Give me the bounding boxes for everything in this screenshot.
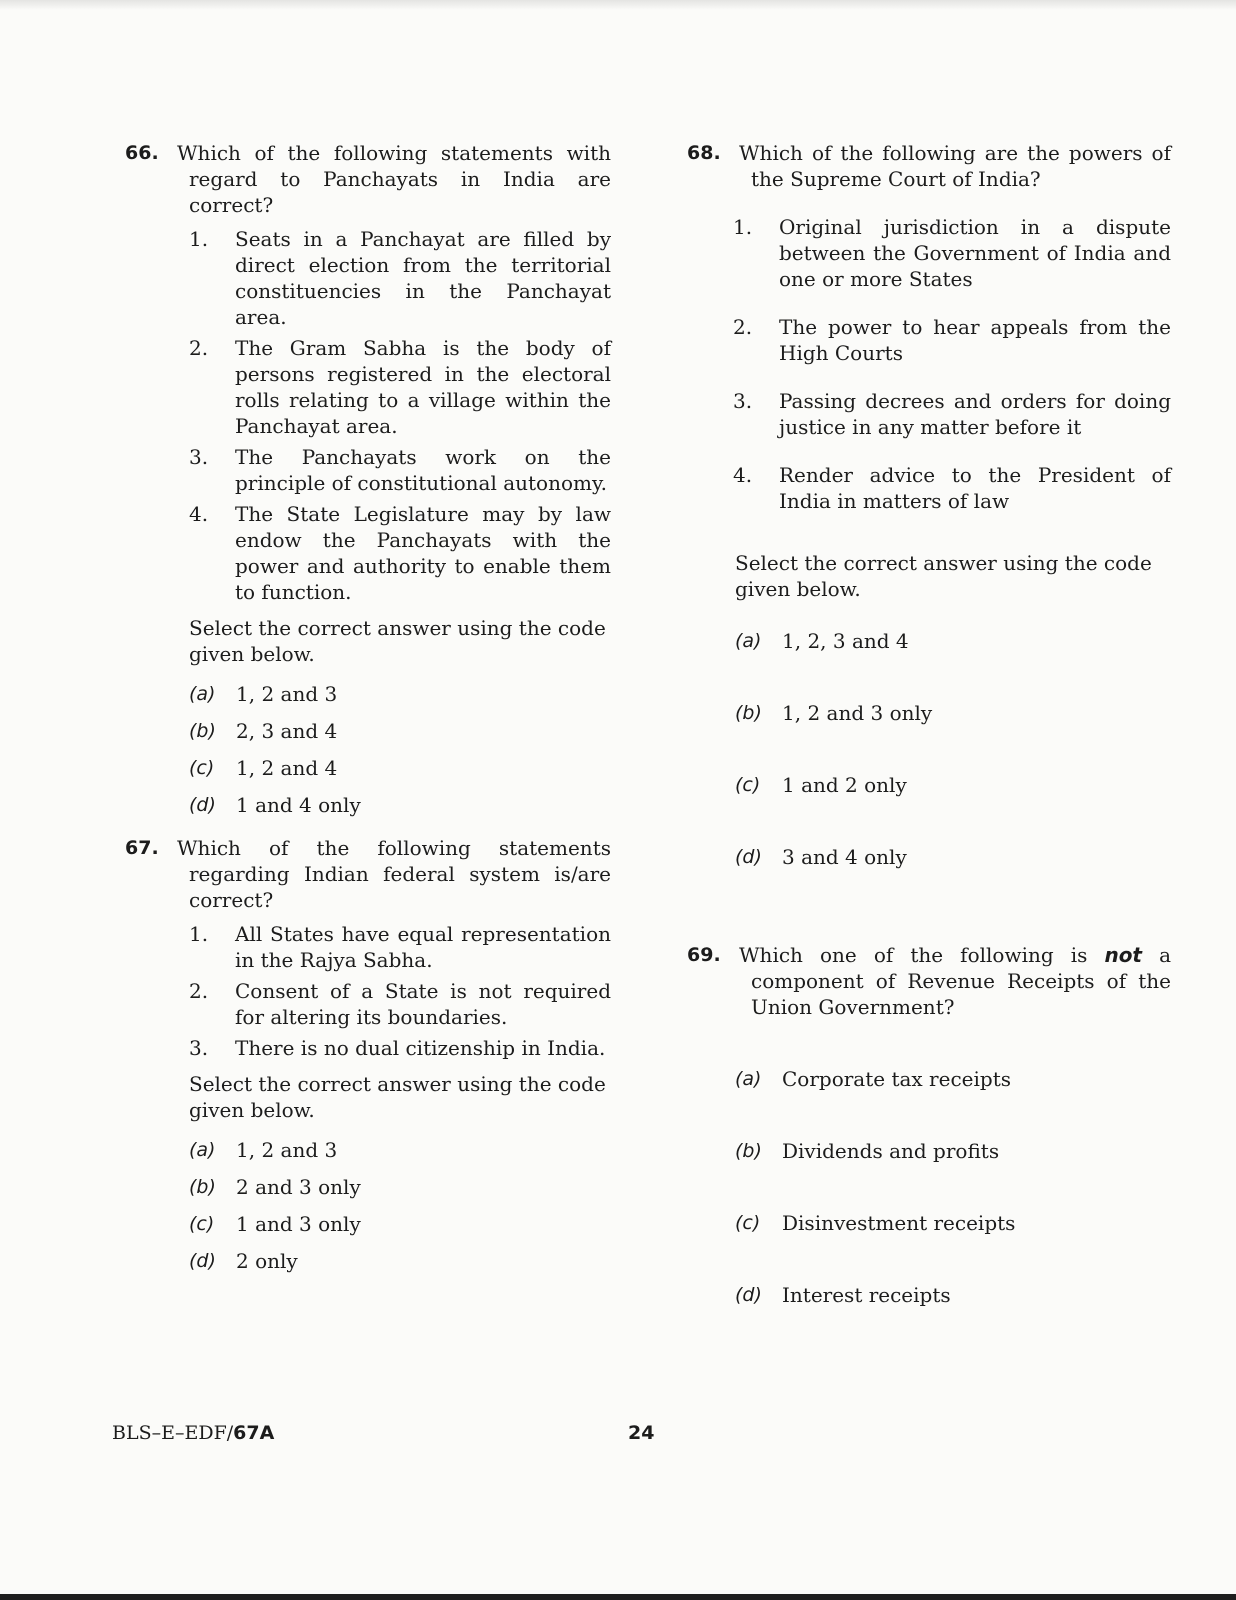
statement-number: 2. bbox=[733, 315, 753, 339]
question-67 bbox=[125, 835, 611, 1285]
statement bbox=[189, 978, 611, 1030]
statement bbox=[733, 388, 1171, 440]
option-c[interactable] bbox=[189, 1211, 611, 1248]
question-text-start: Which one of the following is bbox=[739, 943, 1105, 967]
option-b[interactable] bbox=[189, 718, 611, 755]
statement-number: 1. bbox=[189, 922, 209, 946]
statement-list bbox=[189, 226, 611, 605]
option-label: (a) bbox=[189, 683, 216, 705]
question-number: 69. bbox=[687, 944, 721, 966]
option-text: 1 and 2 only bbox=[782, 773, 907, 797]
statement-number: 3. bbox=[189, 445, 209, 469]
option-label: (d) bbox=[735, 846, 762, 868]
question-text-end: a component of Revenue Receipts of the Union Government? bbox=[751, 943, 1171, 1019]
option-label: (c) bbox=[189, 1213, 215, 1235]
left-column bbox=[125, 140, 611, 1285]
option-text: 2 only bbox=[236, 1249, 298, 1273]
option-text: 2 and 3 only bbox=[236, 1175, 361, 1199]
option-label: (d) bbox=[189, 794, 216, 816]
question-67-stem bbox=[125, 835, 611, 913]
question-68-stem bbox=[687, 140, 1171, 192]
answer-instruction: Select the correct answer using the code given below. bbox=[189, 1072, 606, 1122]
option-label: (b) bbox=[735, 1140, 762, 1162]
booklet-code-series: 67A bbox=[233, 1422, 275, 1444]
statement bbox=[189, 226, 611, 330]
booklet-code bbox=[112, 1422, 274, 1444]
question-69 bbox=[687, 942, 1171, 1354]
statement bbox=[189, 921, 611, 973]
statement-list bbox=[733, 214, 1171, 514]
option-list bbox=[189, 1137, 611, 1285]
statement-text: Render advice to the President of India in matters of law bbox=[779, 463, 1171, 513]
option-label: (c) bbox=[189, 757, 215, 779]
option-label: (c) bbox=[735, 1212, 761, 1234]
statement-text: The Panchayats work on the principle of constitutional autonomy. bbox=[235, 445, 611, 495]
option-c[interactable] bbox=[735, 1210, 1171, 1282]
statement-text: Original jurisdiction in a dispute between the Government of India and one or more States bbox=[779, 215, 1171, 291]
scan-top-edge bbox=[0, 0, 1236, 10]
option-text: Corporate tax receipts bbox=[782, 1067, 1011, 1091]
booklet-code-prefix: BLS–E–EDF/ bbox=[112, 1422, 234, 1444]
question-66 bbox=[125, 140, 611, 829]
statement-number: 1. bbox=[733, 215, 753, 239]
option-list bbox=[735, 628, 1171, 916]
question-number: 67. bbox=[125, 837, 159, 859]
option-text: Interest receipts bbox=[782, 1283, 951, 1307]
statement-number: 2. bbox=[189, 979, 209, 1003]
option-text: 1, 2 and 4 bbox=[236, 756, 338, 780]
statement-text: The State Legislature may by law endow the Panchayats with the power and authority to enable them to function. bbox=[235, 502, 611, 604]
answer-instruction: Select the correct answer using the code given below. bbox=[735, 551, 1152, 601]
option-list bbox=[189, 681, 611, 829]
statement bbox=[733, 314, 1171, 366]
option-text: 1 and 4 only bbox=[236, 793, 361, 817]
option-text: 1 and 3 only bbox=[236, 1212, 361, 1236]
answer-instruction: Select the correct answer using the code given below. bbox=[189, 616, 606, 666]
option-label: (a) bbox=[735, 1068, 762, 1090]
statement-number: 4. bbox=[189, 502, 209, 526]
statement-number: 4. bbox=[733, 463, 753, 487]
statement-text: Consent of a State is not required for altering its boundaries. bbox=[235, 979, 611, 1029]
statement-number: 3. bbox=[733, 389, 753, 413]
option-d[interactable] bbox=[189, 1248, 611, 1285]
option-label: (d) bbox=[735, 1284, 762, 1306]
option-text: Dividends and profits bbox=[782, 1139, 1000, 1163]
option-a[interactable] bbox=[735, 628, 1171, 700]
statement bbox=[189, 501, 611, 605]
option-c[interactable] bbox=[189, 755, 611, 792]
question-number: 66. bbox=[125, 142, 159, 164]
statement-text: The Gram Sabha is the body of persons registered in the electoral rolls relating to a village within the Panchayat area. bbox=[235, 336, 611, 438]
option-text: 1, 2 and 3 only bbox=[782, 701, 933, 725]
option-text: Disinvestment receipts bbox=[782, 1211, 1016, 1235]
option-b[interactable] bbox=[735, 700, 1171, 772]
statement-number: 2. bbox=[189, 336, 209, 360]
option-b[interactable] bbox=[735, 1138, 1171, 1210]
statement bbox=[733, 214, 1171, 292]
question-number: 68. bbox=[687, 142, 721, 164]
statement-number: 3. bbox=[189, 1036, 209, 1060]
statement-text: Passing decrees and orders for doing justice in any matter before it bbox=[779, 389, 1171, 439]
option-a[interactable] bbox=[189, 1137, 611, 1174]
option-list bbox=[735, 1066, 1171, 1354]
option-label: (b) bbox=[189, 720, 216, 742]
question-text-emphasis: not bbox=[1104, 943, 1142, 967]
question-text: Which of the following are the powers of the Supreme Court of India? bbox=[739, 141, 1171, 191]
option-c[interactable] bbox=[735, 772, 1171, 844]
question-text bbox=[739, 942, 1171, 1020]
statement-text: All States have equal representation in the Rajya Sabha. bbox=[235, 922, 611, 972]
statement bbox=[189, 1035, 611, 1061]
statement-text: Seats in a Panchayat are filled by direct election from the territorial constituencies in the Panchayat area. bbox=[235, 227, 611, 329]
option-label: (b) bbox=[735, 702, 762, 724]
option-a[interactable] bbox=[189, 681, 611, 718]
question-68 bbox=[687, 140, 1171, 916]
option-text: 1, 2 and 3 bbox=[236, 1138, 338, 1162]
statement bbox=[733, 462, 1171, 514]
option-text: 3 and 4 only bbox=[782, 845, 907, 869]
option-d[interactable] bbox=[189, 792, 611, 829]
statement-text: The power to hear appeals from the High Courts bbox=[779, 315, 1171, 365]
statement bbox=[189, 335, 611, 439]
statement-list bbox=[189, 921, 611, 1061]
option-text: 1, 2, 3 and 4 bbox=[782, 629, 909, 653]
option-d[interactable] bbox=[735, 844, 1171, 916]
option-text: 1, 2 and 3 bbox=[236, 682, 338, 706]
option-label: (d) bbox=[189, 1250, 216, 1272]
option-label: (a) bbox=[735, 630, 762, 652]
question-69-stem bbox=[687, 942, 1171, 1020]
option-label: (a) bbox=[189, 1139, 216, 1161]
statement-text: There is no dual citizenship in India. bbox=[235, 1036, 606, 1060]
option-a[interactable] bbox=[735, 1066, 1171, 1138]
statement bbox=[189, 444, 611, 496]
option-b[interactable] bbox=[189, 1174, 611, 1211]
page-number: 24 bbox=[628, 1422, 655, 1444]
question-text: Which of the following statements regarding Indian federal system is/are correct? bbox=[177, 836, 611, 912]
option-label: (c) bbox=[735, 774, 761, 796]
option-label: (b) bbox=[189, 1176, 216, 1198]
question-text: Which of the following statements with regard to Panchayats in India are correct? bbox=[177, 141, 611, 217]
option-text: 2, 3 and 4 bbox=[236, 719, 338, 743]
option-d[interactable] bbox=[735, 1282, 1171, 1354]
statement-number: 1. bbox=[189, 227, 209, 251]
scan-bottom-edge bbox=[0, 1594, 1236, 1600]
right-column bbox=[687, 140, 1171, 1354]
question-66-stem bbox=[125, 140, 611, 218]
